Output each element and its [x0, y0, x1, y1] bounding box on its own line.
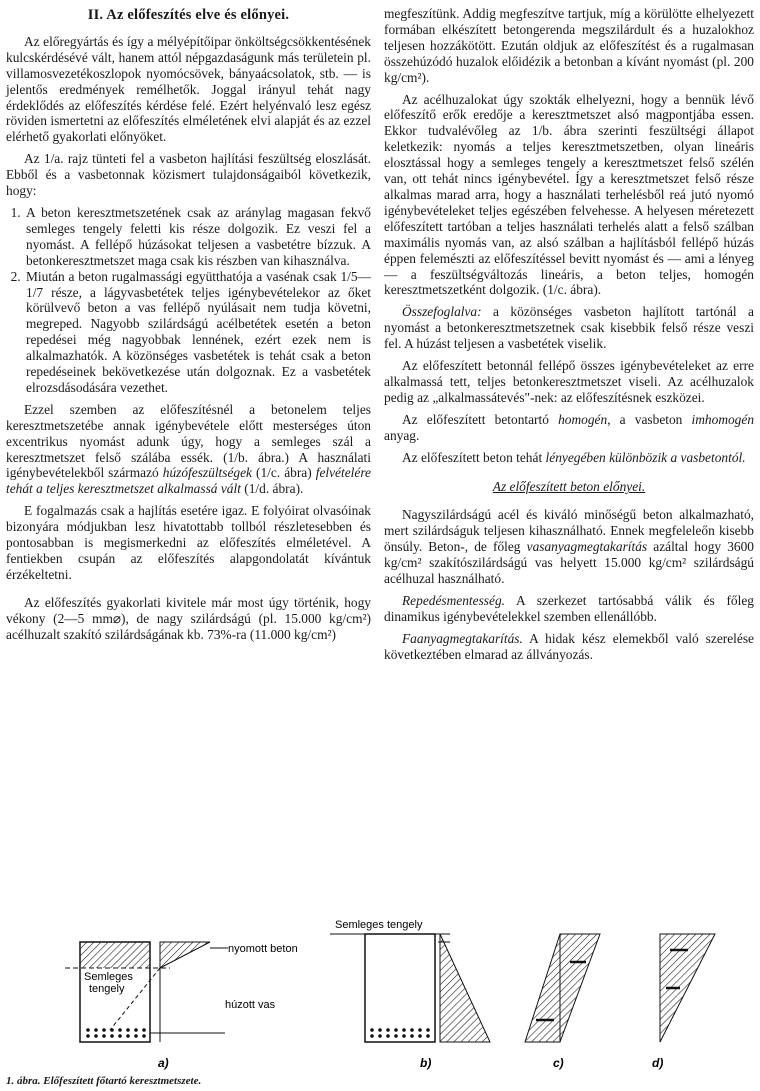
- list-item: 1. A beton keresztmetszetének csak az aránylag magasan fekvő semleges tengely feletti kis része dolgozik. Ez veszi fel a nyomást. A fellépő húzásokat teljesen a vasbetétre bízzuk. A betonkeresztmetszet maga csak kis részben van kihasználva.: [24, 205, 371, 269]
- stress-compression-a: [160, 942, 210, 968]
- paragraph-timber: Faanyagmegtakarítás. A hidak kész elemekből való szerelése következtében elmarad az állványozás.: [384, 630, 754, 662]
- label-d: d): [652, 1056, 664, 1070]
- paragraph-wires: Az acélhuzalokat úgy szokták elhelyezni, hogy a bennük lévő előfeszítő erők eredője a keresztmetszet alsó magpontjába essen. Ekkor tudvalévőleg az 1/b. ábra szerinti feszültségi állapot keletkezik: nyomás a teljes keresztmetszetben, olyan lineáris elosztással hogy a semleges tengely a keresztmetszet felső szélén van, ott tehát nincs igénybevétel. Így a keresztmetszet felső része alkalmas marad arra, hogy a használati terhelésből reá jutó nyomó igénybevételeket teljes egészében felvehesse. A helyesen méretezett előfeszített tartóban a teljes használati terhelés alatt a felső szálban maximális nyomás van, az alsó szálban a hajlításból fellépő húzás éppen felemészti az előfeszítéssel bevitt nyomást és — ami a lényeg — a feszültségváltozás lineáris, a beton teljes, homogén keresztmetszetként dolgozik. (1/c. ábra).: [384, 91, 754, 298]
- paragraph-summary: Összefoglalva: a közönséges vasbeton hajlított tartónál a nyomást a betonkeresztmetszetnek csak kisebbik felső része veszi fel. A húzást teljesen a vasbetétek viselik.: [384, 304, 754, 352]
- cross-section-figure: [60, 912, 740, 1072]
- consequences-list: [6, 205, 371, 396]
- paragraph-prestressed-loads: Az előfeszített betonnál fellépő összes igénybevételeket az erre alkalmassá tett, teljes betonkeresztmetszet viseli. Az acélhuzalok pedig az „alkalmassátevés"-nek: az előfeszítésnek eszközei.: [384, 358, 754, 405]
- paragraph-homogeneous: Az előfeszített betontartó homogén, a vasbeton imhomogén anyag.: [384, 411, 755, 443]
- diagram-d: [652, 934, 715, 1070]
- stress-service-tension-c: [525, 934, 560, 1042]
- label-compressed: nyomott beton: [228, 943, 298, 955]
- left-column: [6, 6, 371, 649]
- label-b: b): [420, 1056, 432, 1070]
- right-column: [384, 6, 754, 669]
- paragraph-difference: Az előfeszített beton tehát lényegében különbözik a vasbetontól.: [402, 449, 746, 465]
- list-item: 2. Miután a beton rugalmassági együtthatója a vasénak csak 1/5—1/7 része, a lágyvasbetétek teljes igénybevételekor az őket körülvevő beton a vas fellépő nyúlásait nem tudja követni, megreped. Nagyobb szilárdságú acélbetétek esetén a beton repedései még nagyobbak lennének, ezért ezek nem is alkalmazhatók. A közönséges vasbetétek is tehát csak a beton repedéseinek bekövetkezése után dolgoznak. Ez a vasbetétek elrozsdásodására vezethet.: [24, 269, 371, 396]
- paragraph-bending: E fogalmazás csak a hajlítás esetére igaz. E folyóirat olvasóinak bizonyára módjukban lesz hivatottabb tollból részletesebben és pontosabban is megismerkedni az előfeszítés elméletével. A fentiekben csupán az előfeszítés alapgondolatát kívántuk érzékeltetni.: [6, 503, 371, 582]
- label-neutral-left-1: Semleges: [84, 971, 133, 983]
- paragraph-intro: Az előregyártás és így a mélyépítőipar önköltségcsökkentésének kulcskérdésévé vált, hanem attól népgazdaságunk más területein pl. villamosvezetékoszlopok nyomócsövek, bányaácsolatok, stb. — is jelentős eredmények remélhetők. Joggal irányul tehát nagy érdeklődés az előfeszítés kérdése felé. Ezért helyénvaló lesz egész röviden ismertetni az előfeszítés elméletének elvi alapját és az ezzel elérhető gyakorlati előnyöket.: [6, 33, 371, 145]
- label-neutral-left-2: tengely: [89, 983, 125, 995]
- stress-prestress-b: [440, 934, 490, 1042]
- label-neutral-top: Semleges tengely: [335, 919, 423, 931]
- tension-bars-a: [86, 1028, 146, 1038]
- beam-section-b: [365, 934, 435, 1042]
- prestress-wires-b: [370, 1028, 430, 1038]
- diagram-b: [330, 919, 490, 1070]
- paragraph-practice: Az előfeszítés gyakorlati kivitele már most úgy történik, hogy vékony (2—5 mm⌀), de nagy szilárdságú (pl. 15.000 kg/cm²) acélhuzalt szakító szilárdságának kb. 73%-ra (11.000 kg/cm²): [6, 594, 371, 642]
- diagram-a: [65, 942, 298, 1070]
- label-c: c): [553, 1056, 564, 1070]
- diagram-c: [525, 934, 600, 1070]
- paragraph-continued: megfeszítünk. Addig megfeszítve tartjuk, míg a körülötte elhelyezett formában elkészített betongerenda megszilárdult és a huzalokhoz teljesen hozzákötött. Ezután oldjuk az előfeszítést és a rugalmasan összehúzódó huzalok előidézik a betonban a kívánt nyomást (pl. 200 kg/cm²).: [384, 6, 754, 85]
- subsection-heading: Az előfeszített beton előnyei.: [492, 479, 646, 495]
- stress-service-compression-c: [560, 934, 600, 1042]
- compressed-zone-a: [80, 942, 150, 968]
- label-a: a): [158, 1056, 169, 1070]
- figure-caption: 1. ábra. Előfeszített főtartó keresztmetszete.: [6, 1075, 202, 1087]
- paragraph-steel: Nagyszilárdságú acél és kiváló minőségű beton alkalmazható, mert szilárdságuk teljesen kihasználható. Ennek megfeleleőn kisebb önsúly. Beton-, de főleg vasanyagmegtakarítás azáltal hogy 3600 kg/cm² szakítószilárdságú vas helyett 15.000 kg/cm² szilárdságú acélhuzal használható.: [384, 507, 754, 586]
- label-tension: húzott vas: [225, 999, 276, 1011]
- paragraph-figure-ref: Az 1/a. rajz tünteti fel a vasbeton hajlítási feszültség eloszlását. Ebből és a vasbetonnak közismert tulajdonságaiból következik, hogy:: [6, 151, 371, 199]
- section-heading: II. Az előfeszítés elve és előnyei.: [87, 7, 290, 23]
- paragraph-prestress: Ezzel szemben az előfeszítésnél a betonelem teljes keresztmetszetébe annak igénybevétele előtt mesterséges úton excentrikus nyomást adunk úgy, hogy a semleges szál a keresztmetszet felső szálába essék. (1/b. ábra.) A használati igénybevételekből származó húzófeszültségek (1/c. ábra) felvételére tehát a teljes keresztmetszet alkalmassá vált (1/d. ábra).: [6, 401, 371, 497]
- paragraph-cracks: Repedésmentesség. A szerkezet tartósabbá válik és főleg dinamikus igénybevételekkel szemben ellenállóbb.: [384, 592, 754, 624]
